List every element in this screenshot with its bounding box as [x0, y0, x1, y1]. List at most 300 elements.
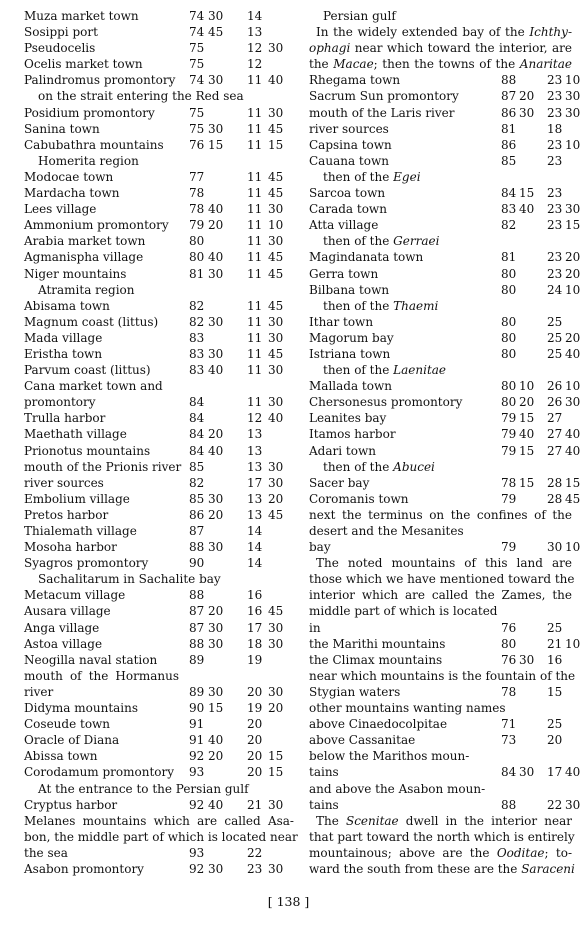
lat-deg: 27 — [547, 443, 563, 458]
entry-label: Istriana town — [309, 346, 391, 361]
entry-line — [24, 523, 294, 539]
lat-min: 30 — [268, 330, 284, 345]
entry-label: Leanites bay — [309, 411, 387, 426]
entry-label: Metacum village — [24, 588, 126, 603]
long-min: 15 — [208, 701, 224, 716]
entry-line — [309, 636, 580, 652]
entry-label: Palindromus promontory — [24, 73, 176, 88]
long-deg: 79 — [189, 218, 205, 233]
entry-label: river sources — [309, 121, 389, 136]
long-min: 40 — [208, 797, 224, 812]
lat-min: 30 — [565, 89, 580, 104]
entry-label: Cryptus harbor — [24, 797, 118, 812]
entry-line — [309, 459, 572, 475]
lat-deg: 19 — [247, 652, 263, 667]
lat-min: 40 — [565, 427, 580, 442]
entry-label: the Marithi mountains — [309, 636, 446, 651]
entry-label: above Cinaedocolpitae — [309, 717, 448, 732]
lat-min: 15 — [565, 218, 580, 233]
lat-deg: 11 — [247, 186, 263, 201]
entry-line — [309, 24, 572, 40]
entry-label: Agmanispha village — [24, 250, 144, 265]
long-deg: 80 — [501, 282, 517, 297]
entry-line — [24, 362, 294, 378]
lat-deg: 17 — [247, 620, 263, 635]
lat-deg: 11 — [247, 314, 263, 329]
long-min: 30 — [208, 491, 224, 506]
entry-label: Sacrum Sun promontory — [309, 89, 459, 104]
entry-label: Maethath village — [24, 427, 127, 442]
long-deg: 83 — [189, 330, 205, 345]
lat-deg: 23 — [547, 89, 563, 104]
long-deg: 78 — [501, 475, 517, 490]
long-deg: 80 — [501, 330, 517, 345]
entry-line — [309, 571, 575, 587]
long-deg: 90 — [189, 556, 205, 571]
entry-line — [309, 797, 580, 813]
entry-label: bay — [309, 540, 331, 555]
entry-label: Parvum coast (littus) — [24, 363, 151, 378]
lat-deg: 14 — [247, 524, 263, 538]
entry-label: Mada village — [24, 330, 103, 345]
entry-line — [24, 845, 294, 861]
long-min: 15 — [519, 475, 535, 490]
long-deg: 84 — [189, 443, 205, 458]
lat-deg: 16 — [547, 652, 563, 667]
entry-label: Sarcoa town — [309, 186, 386, 201]
long-min: 40 — [208, 443, 224, 458]
entry-label: Neogilla naval station — [24, 652, 158, 667]
long-min: 30 — [208, 314, 224, 329]
long-deg: 82 — [501, 218, 517, 233]
lat-min: 30 — [268, 202, 284, 217]
long-min: 45 — [208, 25, 224, 40]
lat-deg: 11 — [247, 202, 263, 217]
lat-deg: 11 — [247, 250, 263, 265]
entry-line — [309, 185, 572, 201]
entry-line — [309, 507, 572, 523]
lat-min: 40 — [565, 765, 580, 780]
entry-label: Lees village — [24, 202, 97, 217]
entry-label: promontory — [24, 395, 96, 410]
entry-label: next the terminus on the confines of the — [309, 507, 572, 522]
entry-label: middle part of which is located — [309, 604, 498, 619]
entry-label: Atramita region — [38, 282, 135, 297]
long-deg: 74 — [189, 9, 205, 23]
lat-deg: 16 — [247, 588, 263, 603]
lat-deg: 18 — [247, 636, 263, 651]
entry-line — [24, 72, 294, 88]
lat-min: 20 — [268, 491, 284, 506]
long-deg: 83 — [501, 202, 517, 217]
long-min: 20 — [519, 89, 535, 104]
lat-min: 30 — [268, 620, 284, 635]
long-deg: 74 — [189, 73, 205, 88]
entry-line — [309, 523, 572, 539]
long-deg: 84 — [189, 411, 205, 426]
entry-line — [309, 764, 580, 780]
page-number: [ 138 ] — [267, 894, 310, 909]
lat-deg: 18 — [547, 121, 563, 136]
entry-line — [24, 217, 294, 233]
entry-label: Chersonesus promontory — [309, 395, 463, 410]
entry-line — [24, 603, 294, 619]
long-deg: 81 — [501, 250, 517, 265]
lat-deg: 30 — [547, 540, 563, 555]
long-deg: 86 — [501, 137, 517, 152]
entry-line — [309, 72, 580, 88]
lat-deg: 11 — [247, 395, 263, 410]
lat-deg: 23 — [547, 250, 563, 265]
lat-deg: 20 — [547, 733, 563, 748]
long-min: 30 — [208, 861, 224, 876]
entry-label: Mardacha town — [24, 186, 120, 201]
long-min: 20 — [208, 749, 224, 764]
long-deg: 91 — [189, 733, 205, 748]
lat-deg: 20 — [247, 717, 263, 732]
lat-deg: 23 — [547, 137, 563, 152]
entry-line — [309, 652, 572, 668]
lat-min: 10 — [268, 218, 284, 233]
long-deg: 79 — [501, 443, 517, 458]
long-deg: 87 — [501, 89, 517, 104]
lat-min: 30 — [268, 363, 284, 378]
entry-label: Rhegama town — [309, 73, 401, 88]
long-deg: 92 — [189, 797, 205, 812]
long-deg: 88 — [189, 636, 205, 651]
long-deg: 87 — [189, 524, 205, 538]
entry-label: Abissa town — [24, 749, 98, 764]
entry-line — [309, 249, 580, 265]
entry-line — [24, 121, 294, 137]
entry-line — [24, 748, 294, 764]
lat-deg: 20 — [247, 749, 263, 764]
entry-line — [24, 781, 294, 797]
long-deg: 78 — [501, 684, 517, 699]
entry-label: Pretos harbor — [24, 507, 109, 522]
long-deg: 92 — [189, 861, 205, 876]
entry-label: Homerita region — [38, 153, 139, 168]
lat-deg: 12 — [247, 41, 263, 56]
lat-min: 30 — [268, 314, 284, 329]
entry-label: Adari town — [309, 443, 376, 458]
long-deg: 73 — [501, 733, 517, 748]
entry-label: Corodamum promontory — [24, 765, 175, 780]
entry-label: Abisama town — [24, 298, 110, 313]
long-deg: 75 — [189, 121, 205, 136]
entry-label: Thialemath village — [24, 524, 137, 538]
lat-deg: 20 — [247, 733, 263, 748]
long-min: 30 — [519, 105, 535, 120]
long-deg: 75 — [189, 105, 205, 120]
entry-label: then of the Abucei — [323, 459, 435, 474]
entry-line — [24, 169, 294, 185]
entry-label: then of the Thaemi — [323, 298, 439, 313]
long-deg: 80 — [501, 266, 517, 281]
long-min: 15 — [519, 411, 535, 426]
entry-label: Gerra town — [309, 266, 379, 281]
lat-min: 45 — [268, 121, 284, 136]
long-deg: 76 — [501, 620, 517, 635]
lat-deg: 20 — [247, 765, 263, 780]
long-deg: 81 — [501, 121, 517, 136]
entry-label: desert and the Mesanites — [309, 524, 464, 538]
lat-min: 45 — [268, 346, 284, 361]
long-deg: 76 — [189, 137, 205, 152]
entry-line — [24, 668, 294, 684]
entry-label: Atta village — [309, 218, 379, 233]
entry-label: below the Marithos moun- — [309, 749, 470, 764]
lat-min: 30 — [268, 395, 284, 410]
long-deg: 85 — [189, 459, 205, 474]
lat-deg: 11 — [247, 234, 263, 249]
entry-line — [24, 249, 294, 265]
entry-line — [309, 394, 580, 410]
entry-label: the Macae; then the towns of the Anaritae — [309, 57, 572, 72]
long-min: 40 — [208, 202, 224, 217]
entry-label: then of the Gerraei — [323, 234, 440, 249]
long-min: 30 — [208, 620, 224, 635]
entry-line — [24, 378, 294, 394]
entry-label: Prionotus mountains — [24, 443, 151, 458]
lat-deg: 28 — [547, 491, 563, 506]
long-min: 30 — [208, 346, 224, 361]
lat-deg: 13 — [247, 427, 263, 442]
lat-min: 30 — [268, 684, 284, 699]
long-deg: 84 — [189, 427, 205, 442]
entry-label: on the strait entering the Red sea — [38, 89, 244, 104]
entry-line — [309, 8, 572, 24]
lat-deg: 24 — [547, 282, 563, 297]
lat-min: 15 — [565, 475, 580, 490]
lat-deg: 27 — [547, 427, 563, 442]
lat-deg: 26 — [547, 379, 563, 394]
long-min: 30 — [208, 73, 224, 88]
long-deg: 79 — [501, 540, 517, 555]
long-min: 40 — [208, 363, 224, 378]
entry-line — [24, 314, 294, 330]
entry-label: Modocae town — [24, 169, 114, 184]
entry-label: Coromanis town — [309, 491, 409, 506]
entry-label: above Cassanitae — [309, 733, 416, 748]
long-deg: 87 — [189, 620, 205, 635]
lat-deg: 12 — [247, 411, 263, 426]
long-deg: 79 — [501, 427, 517, 442]
entry-label: Astoa village — [24, 636, 103, 651]
lat-min: 30 — [268, 861, 284, 876]
lat-min: 45 — [268, 266, 284, 281]
entry-line — [24, 410, 294, 426]
long-deg: 93 — [189, 765, 205, 780]
entry-line — [24, 185, 294, 201]
lat-min: 30 — [268, 234, 284, 249]
lat-min: 40 — [565, 346, 580, 361]
entry-label: Syagros promontory — [24, 556, 149, 571]
lat-deg: 17 — [247, 475, 263, 490]
lat-deg: 11 — [247, 346, 263, 361]
entry-line — [24, 620, 294, 636]
left-column — [24, 8, 298, 877]
entry-line — [309, 587, 572, 603]
lat-min: 30 — [268, 797, 284, 812]
entry-label: tains — [309, 797, 339, 812]
entry-line — [24, 813, 294, 829]
entry-label: Magindanata town — [309, 250, 424, 265]
long-deg: 93 — [189, 845, 205, 860]
long-deg: 92 — [189, 749, 205, 764]
entry-line — [309, 362, 572, 378]
long-deg: 78 — [189, 186, 205, 201]
entry-label: Trulla harbor — [24, 411, 106, 426]
long-deg: 84 — [501, 765, 517, 780]
long-deg: 75 — [189, 41, 205, 56]
lat-deg: 12 — [247, 57, 263, 72]
lat-deg: 17 — [547, 765, 563, 780]
entry-line — [24, 88, 294, 104]
lat-min: 30 — [268, 636, 284, 651]
lat-deg: 13 — [247, 443, 263, 458]
long-min: 40 — [208, 733, 224, 748]
lat-min: 40 — [268, 411, 284, 426]
long-min: 10 — [519, 379, 535, 394]
entry-line — [24, 491, 294, 507]
lat-deg: 26 — [547, 395, 563, 410]
lat-min: 30 — [565, 395, 580, 410]
entry-line — [24, 330, 294, 346]
lat-deg: 14 — [247, 9, 263, 23]
lat-min: 45 — [268, 169, 284, 184]
entry-line — [309, 378, 580, 394]
entry-line — [24, 829, 298, 845]
lat-deg: 25 — [547, 314, 563, 329]
long-deg: 89 — [189, 652, 205, 667]
entry-label: Ausara village — [24, 604, 111, 619]
entry-line — [309, 748, 572, 764]
entry-label: then of the Laenitae — [323, 363, 447, 378]
lat-min: 45 — [268, 250, 284, 265]
entry-label: ophagi near which toward the interior, are — [309, 41, 572, 56]
lat-deg: 22 — [247, 845, 263, 860]
entry-line — [24, 539, 294, 555]
entry-line — [309, 732, 572, 748]
long-deg: 71 — [501, 717, 517, 732]
long-deg: 82 — [189, 298, 205, 313]
long-deg: 88 — [501, 73, 517, 88]
lat-deg: 14 — [247, 556, 263, 571]
long-deg: 85 — [501, 153, 517, 168]
entry-line — [24, 587, 294, 603]
lat-deg: 11 — [247, 105, 263, 120]
lat-deg: 15 — [547, 684, 563, 699]
lat-deg: 27 — [547, 411, 563, 426]
entry-line — [309, 443, 580, 459]
entry-line — [309, 88, 580, 104]
long-min: 15 — [208, 137, 224, 152]
entry-label: near which mountains is the fountain of the — [309, 668, 576, 683]
entry-line — [309, 700, 572, 716]
entry-line — [24, 459, 294, 475]
entry-label: Sachalitarum in Sachalite bay — [38, 572, 221, 587]
entry-line — [24, 298, 294, 314]
entry-label: Cana market town and — [24, 379, 163, 394]
entry-label: Ithar town — [309, 314, 374, 329]
entry-label: mouth of the Prionis river — [24, 459, 182, 474]
entry-label: Magorum bay — [309, 330, 394, 345]
lat-min: 30 — [565, 105, 580, 120]
lat-min: 30 — [268, 475, 284, 490]
lat-deg: 23 — [247, 861, 263, 876]
lat-min: 10 — [565, 379, 580, 394]
entry-line — [309, 668, 576, 684]
entry-line — [309, 314, 572, 330]
entry-label: Persian gulf — [323, 9, 396, 23]
entry-line — [309, 153, 572, 169]
entry-line — [309, 217, 580, 233]
lat-min: 30 — [268, 41, 284, 56]
entry-line — [309, 845, 572, 861]
lat-min: 20 — [565, 266, 580, 281]
entry-line — [309, 233, 572, 249]
entry-line — [24, 153, 294, 169]
entry-label: Itamos harbor — [309, 427, 396, 442]
lat-min: 10 — [565, 282, 580, 297]
lat-deg: 13 — [247, 459, 263, 474]
entry-label: those which we have mentioned toward the — [309, 572, 575, 587]
lat-deg: 23 — [547, 266, 563, 281]
entry-line — [309, 829, 575, 845]
long-deg: 80 — [501, 346, 517, 361]
entry-label: Stygian waters — [309, 684, 401, 699]
lat-min: 15 — [268, 765, 284, 780]
entry-line — [309, 346, 580, 362]
long-min: 30 — [208, 684, 224, 699]
entry-label: and above the Asabon moun- — [309, 781, 486, 796]
entry-line — [24, 555, 294, 571]
entry-line — [309, 40, 572, 56]
lat-min: 10 — [565, 137, 580, 152]
entry-line — [24, 732, 294, 748]
entry-line — [24, 700, 294, 716]
entry-label: Cabubathra mountains — [24, 137, 164, 152]
entry-line — [309, 121, 572, 137]
entry-label: Coseude town — [24, 717, 111, 732]
entry-line — [24, 40, 294, 56]
lat-deg: 21 — [247, 797, 263, 812]
entry-line — [309, 201, 580, 217]
long-min: 20 — [208, 218, 224, 233]
long-deg: 80 — [189, 250, 205, 265]
lat-min: 45 — [268, 298, 284, 313]
lat-min: 30 — [565, 797, 580, 812]
lat-min: 20 — [565, 330, 580, 345]
long-deg: 87 — [189, 604, 205, 619]
entry-line — [24, 8, 294, 24]
entry-label: mountainous; above are the Ooditae; to- — [309, 845, 572, 860]
entry-label: Mosoha harbor — [24, 540, 117, 555]
entry-line — [24, 266, 294, 282]
long-deg: 79 — [501, 411, 517, 426]
entry-label: Pseudocelis — [24, 41, 96, 56]
entry-label: river — [24, 684, 54, 699]
long-deg: 82 — [189, 475, 205, 490]
entry-line — [24, 861, 294, 877]
long-deg: 91 — [189, 717, 205, 732]
entry-label: interior which are called the Zames, the — [309, 588, 572, 603]
entry-label: Arabia market town — [24, 234, 146, 249]
lat-min: 40 — [565, 443, 580, 458]
long-deg: 74 — [189, 25, 205, 40]
lat-deg: 16 — [247, 604, 263, 619]
